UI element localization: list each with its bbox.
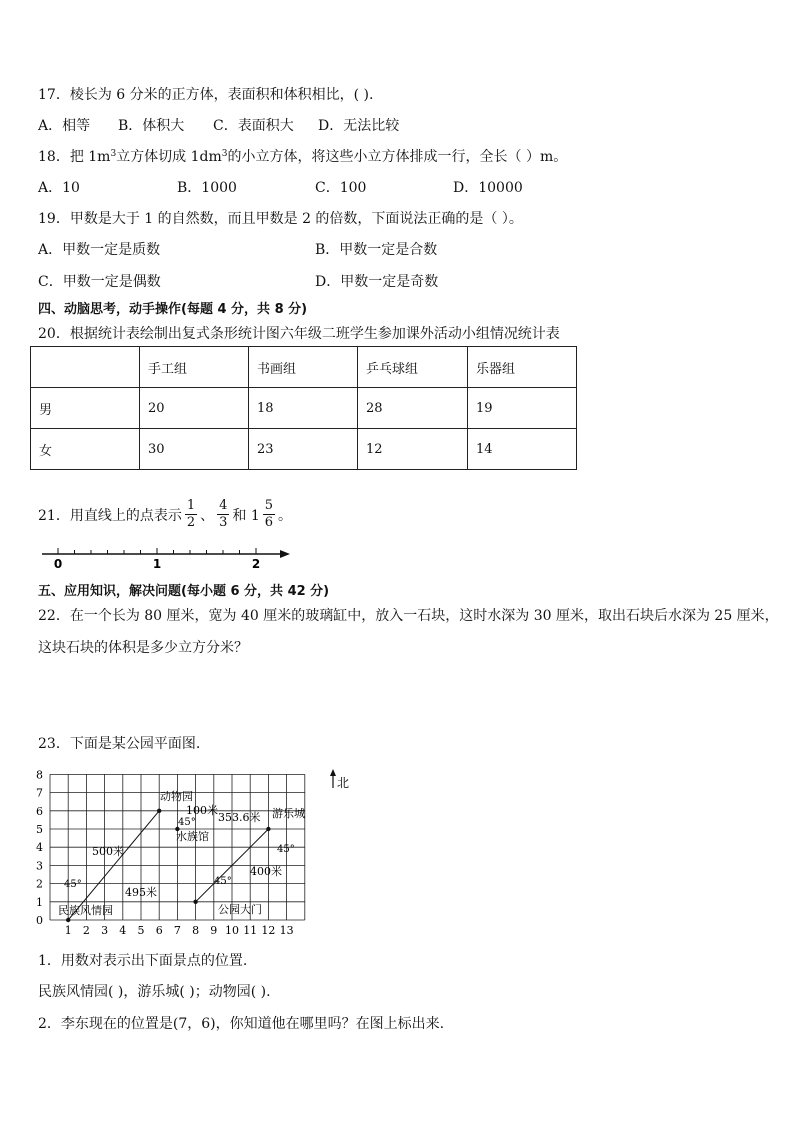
y-axis-label: 4 (36, 841, 43, 855)
number-line (36, 544, 296, 570)
x-axis-label: 11 (243, 924, 258, 937)
y-axis-label: 2 (36, 877, 43, 891)
north-arrow-head-icon (330, 769, 336, 776)
table-cell: 28 (358, 388, 468, 429)
table-cell: 19 (468, 388, 577, 429)
x-axis-label: 10 (225, 924, 239, 937)
map-point (193, 900, 197, 904)
section-5-heading: 五、应用知识，解决问题(每小题 6 分，共 42 分) (38, 584, 330, 599)
table-header-cell: 乐器组 (468, 347, 577, 388)
number-line-label-1: 1 (152, 557, 162, 570)
y-axis-label: 7 (36, 786, 43, 800)
number-line-arrow-icon (280, 550, 290, 558)
y-axis-label: 0 (36, 914, 43, 927)
q18-option-d: D．10000 (453, 180, 523, 196)
y-axis-label: 1 (36, 895, 43, 909)
fraction-5-6: $\frac{5}{6}$ (264, 498, 274, 530)
x-axis-label: 1 (64, 924, 72, 937)
q18-option-a: A．10 (38, 180, 80, 196)
q17-option-b: B．体积大 (118, 118, 185, 134)
x-axis-label: 3 (101, 924, 109, 937)
park-map (30, 758, 360, 938)
x-axis-label: 8 (192, 924, 200, 937)
annotation-angle-45-zoo: 45° (178, 817, 196, 828)
y-axis-label: 6 (36, 804, 43, 818)
section-4-heading: 四、动脑思考，动手操作(每题 4 分，共 8 分) (38, 302, 308, 317)
q23-sub-2: 2．李东现在的位置是(7，6)，你知道他在哪里吗？在图上标出来. (38, 1016, 445, 1032)
table-header-cell: 乒乓球组 (358, 347, 468, 388)
x-axis-label: 9 (210, 924, 218, 937)
map-point (66, 918, 70, 922)
number-line-label-0: 0 (53, 557, 63, 570)
q17-option-c: C．表面积大 (213, 118, 294, 134)
y-axis-label: 8 (36, 768, 43, 782)
x-axis-label: 6 (155, 924, 163, 937)
q23-sub-1: 1．用数对表示出下面景点的位置. (38, 953, 248, 969)
table-header-cell: 手工组 (140, 347, 249, 388)
q22-line-2: 这块石块的体积是多少立方分米？ (38, 640, 248, 656)
q18-stem: 18．把 $1m^3$立方体切成 $1dm^3$的小立方体，将这些小立方体排成一行，全长（ ）m。 (38, 149, 568, 165)
table-row (31, 388, 577, 429)
annotation-500m: 500米 (92, 845, 124, 858)
north-label: 北 (337, 776, 350, 790)
place-label-ethnic-park: 民族风情园 (58, 904, 113, 917)
table-cell: 20 (140, 388, 249, 429)
fraction-4-3: $\frac{4}{3}$ (219, 498, 228, 530)
q17-stem: 17．棱长为 6 分米的正方体，表面积和体积相比，( ). (38, 87, 374, 103)
annotation-400m: 400米 (250, 865, 282, 878)
q17-option-d: D．无法比较 (318, 118, 400, 134)
table-cell: 12 (358, 429, 468, 470)
y-axis-label: 3 (36, 859, 43, 873)
table-cell: 14 (468, 429, 577, 470)
x-axis-label: 2 (82, 924, 90, 937)
annotation-angle-45-ethnic: 45° (64, 879, 82, 890)
map-point (266, 827, 270, 831)
q19-option-b: B．甲数一定是合数 (315, 242, 438, 258)
table-header-row (31, 347, 577, 388)
table-cell: 18 (249, 388, 358, 429)
q19-stem: 19．甲数是大于 1 的自然数，而且甲数是 2 的倍数，下面说法正确的是（ ）。 (38, 211, 523, 227)
table-header-cell: 书画组 (249, 347, 358, 388)
q20-stem: 20．根据统计表绘制出复式条形统计图六年级二班学生参加课外活动小组情况统计表 (38, 326, 560, 342)
q23-sub-1-fill: 民族风情园( )，游乐城( )；动物园( ). (38, 984, 271, 1000)
table-header-cell (31, 347, 140, 388)
table-cell: 男 (31, 388, 140, 429)
stat-table (30, 346, 577, 470)
annotation-353-6m: 353.6米 (218, 811, 261, 824)
q18-option-b: B．1000 (177, 180, 237, 196)
table-cell: 30 (140, 429, 249, 470)
x-axis-label: 7 (173, 924, 181, 937)
place-label-zoo: 动物园 (160, 790, 193, 803)
y-axis-label: 5 (36, 823, 43, 836)
fraction-1-2: $\frac{1}{2}$ (186, 498, 196, 530)
q21-stem: 21．用直线上的点表示 $\frac{1}{2}$ 、 $\frac{4}{3}$ 和 1 $\frac{5}{6}$ 。 (38, 498, 293, 530)
q19-option-c: C．甲数一定是偶数 (38, 274, 161, 290)
q22-line-1: 22．在一个长为 80 厘米，宽为 40 厘米的玻璃缸中，放入一石块，这时水深为 30 厘米，取出石块后水深为 25 厘米， (38, 608, 779, 624)
x-axis-label: 12 (261, 924, 276, 937)
table-cell: 女 (31, 429, 140, 470)
q19-option-d: D．甲数一定是奇数 (315, 274, 439, 290)
annotation-angle-45-amusement: 45° (277, 844, 295, 855)
q23-stem: 23．下面是某公园平面图. (38, 736, 201, 752)
x-axis-label: 13 (279, 924, 294, 937)
place-label-park-gate: 公园大门 (218, 903, 262, 916)
place-label-amusement-city: 游乐城 (272, 807, 305, 820)
q19-option-a: A．甲数一定是质数 (38, 242, 161, 258)
q18-option-c: C．100 (315, 180, 367, 196)
annotation-angle-45-gate: 45° (214, 876, 232, 887)
q17-option-a: A．相等 (38, 118, 91, 134)
map-point (157, 809, 161, 813)
annotation-495m: 495米 (125, 886, 157, 899)
x-axis-label: 5 (137, 924, 145, 937)
annotation-100m: 100米 (186, 804, 218, 817)
place-label-aquarium: 水族馆 (176, 830, 209, 843)
table-row (31, 429, 577, 470)
x-axis-label: 4 (119, 924, 127, 937)
table-cell: 23 (249, 429, 358, 470)
number-line-label-2: 2 (251, 557, 261, 570)
